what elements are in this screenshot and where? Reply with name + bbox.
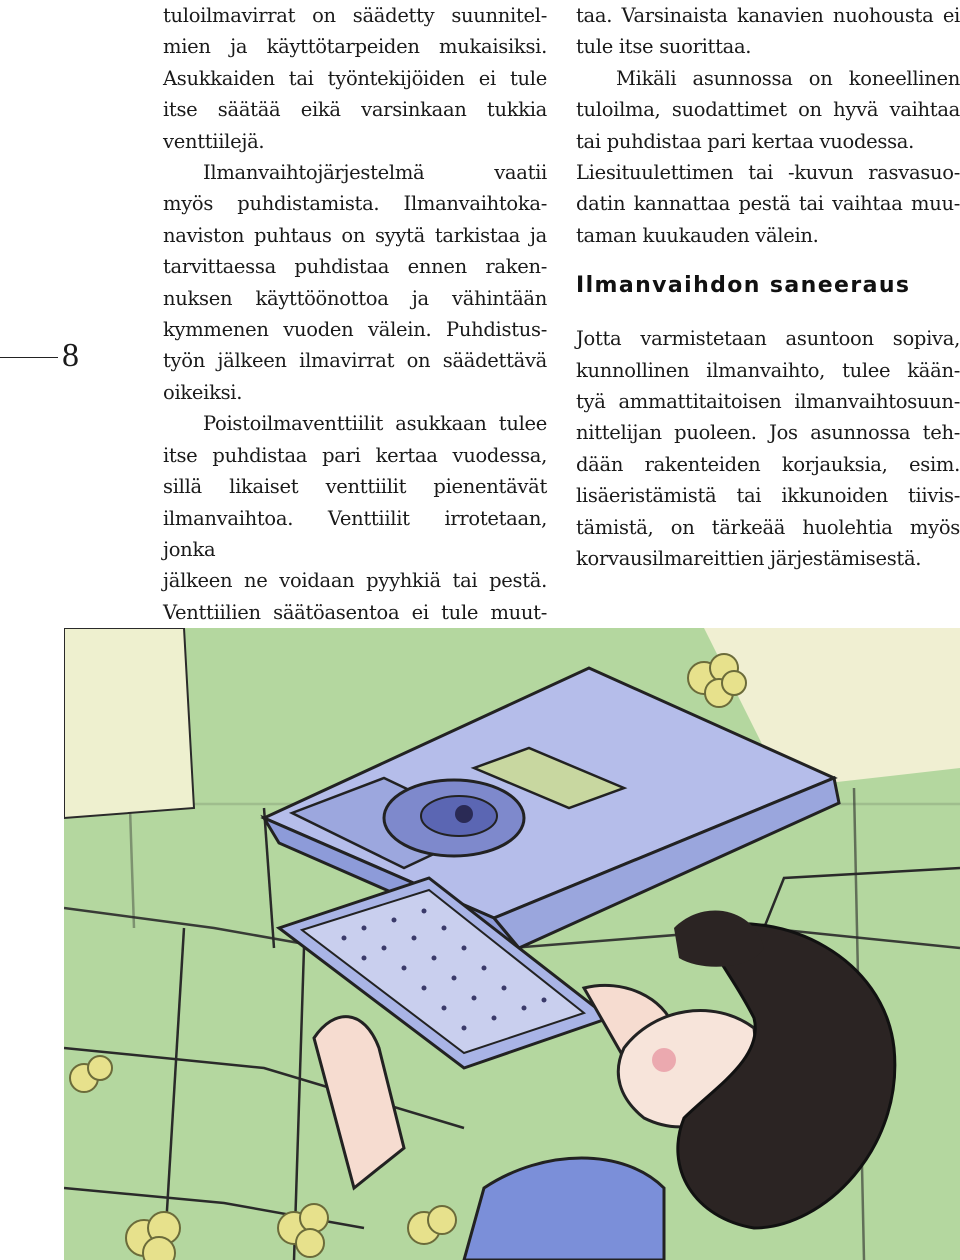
text-line: taman kuukauden välein. [576,223,819,247]
text-line: itse säätää eikä varsinkaan tukkia [163,98,547,122]
text-line: dään rakenteiden korjauksia, esim. [576,452,960,476]
text-line: tämistä, on tärkeää huolehtia myös [576,515,960,539]
text-line: nittelijan puoleen. Jos asunnossa teh- [576,421,960,445]
text-line: Asukkaiden tai työntekijöiden ei tule [163,66,547,90]
text-line: Venttiilien säätöasentoa ei tule muut- [163,600,547,624]
text-line: tarvittaessa puhdistaa ennen raken- [163,255,547,279]
text-line: tyä ammattitaitoisen ilmanvaihtosuun- [576,390,960,414]
text-line: tuloilma, suodattimet on hyvä vaihtaa [576,98,960,122]
section-heading: Ilmanvaihdon saneeraus [576,273,911,299]
text-line: lisäeristämistä tai ikkunoiden tiivis- [576,484,960,508]
left-text-column [163,0,547,628]
text-line: oikeiksi. [163,380,243,404]
text-line: taa. Varsinaista kanavien nuohousta ei [576,4,960,27]
right-text-column [576,0,960,575]
text-line: tuloilmavirrat on säädetty suunnitel- [163,4,547,27]
text-line: datin kannattaa pestä tai vaihtaa muu- [576,192,960,216]
text-line: mien ja käyttötarpeiden mukaisiksi. [163,35,547,59]
text-line: korvausilmareittien järjestämisestä. [576,547,922,571]
text-line: naviston puhtaus on syytä tarkistaa ja [163,223,547,247]
text-line: ilmanvaihtoa. Venttiilit irrotetaan, jonka [163,506,547,561]
page-number: 8 [62,337,79,374]
illustration [64,628,960,1260]
text-line: Ilmanvaihtojärjestelmä vaatii [203,161,547,185]
text-line: työn jälkeen ilmavirrat on säädettävä [163,349,547,373]
text-line: nuksen käyttöönottoa ja vähintään [163,286,547,310]
text-line: itse puhdistaa pari kertaa vuodessa, [163,443,547,467]
page-number-rule [0,357,58,358]
text-line: Liesituulettimen tai -kuvun rasvasuo- [576,161,960,185]
text-line: Jotta varmistetaan asuntoon sopiva, [576,327,960,351]
text-line: kunnollinen ilmanvaihto, tulee kään- [576,358,960,382]
text-line: sillä likaiset venttiilit pienentävät [163,475,547,499]
text-line: Mikäli asunnossa on koneellinen [616,66,960,90]
text-line: venttiilejä. [163,129,265,153]
text-line: jälkeen ne voidaan pyyhkiä tai pestä. [163,569,547,593]
text-line: tule itse suorittaa. [576,35,752,59]
text-line: myös puhdistamista. Ilmanvaihtoka- [163,192,547,216]
text-line: Poistoilmaventtiilit asukkaan tulee [203,412,547,436]
text-line: kymmenen vuoden välein. Puhdistus- [163,318,547,342]
text-line: tai puhdistaa pari kertaa vuodessa. [576,129,915,153]
